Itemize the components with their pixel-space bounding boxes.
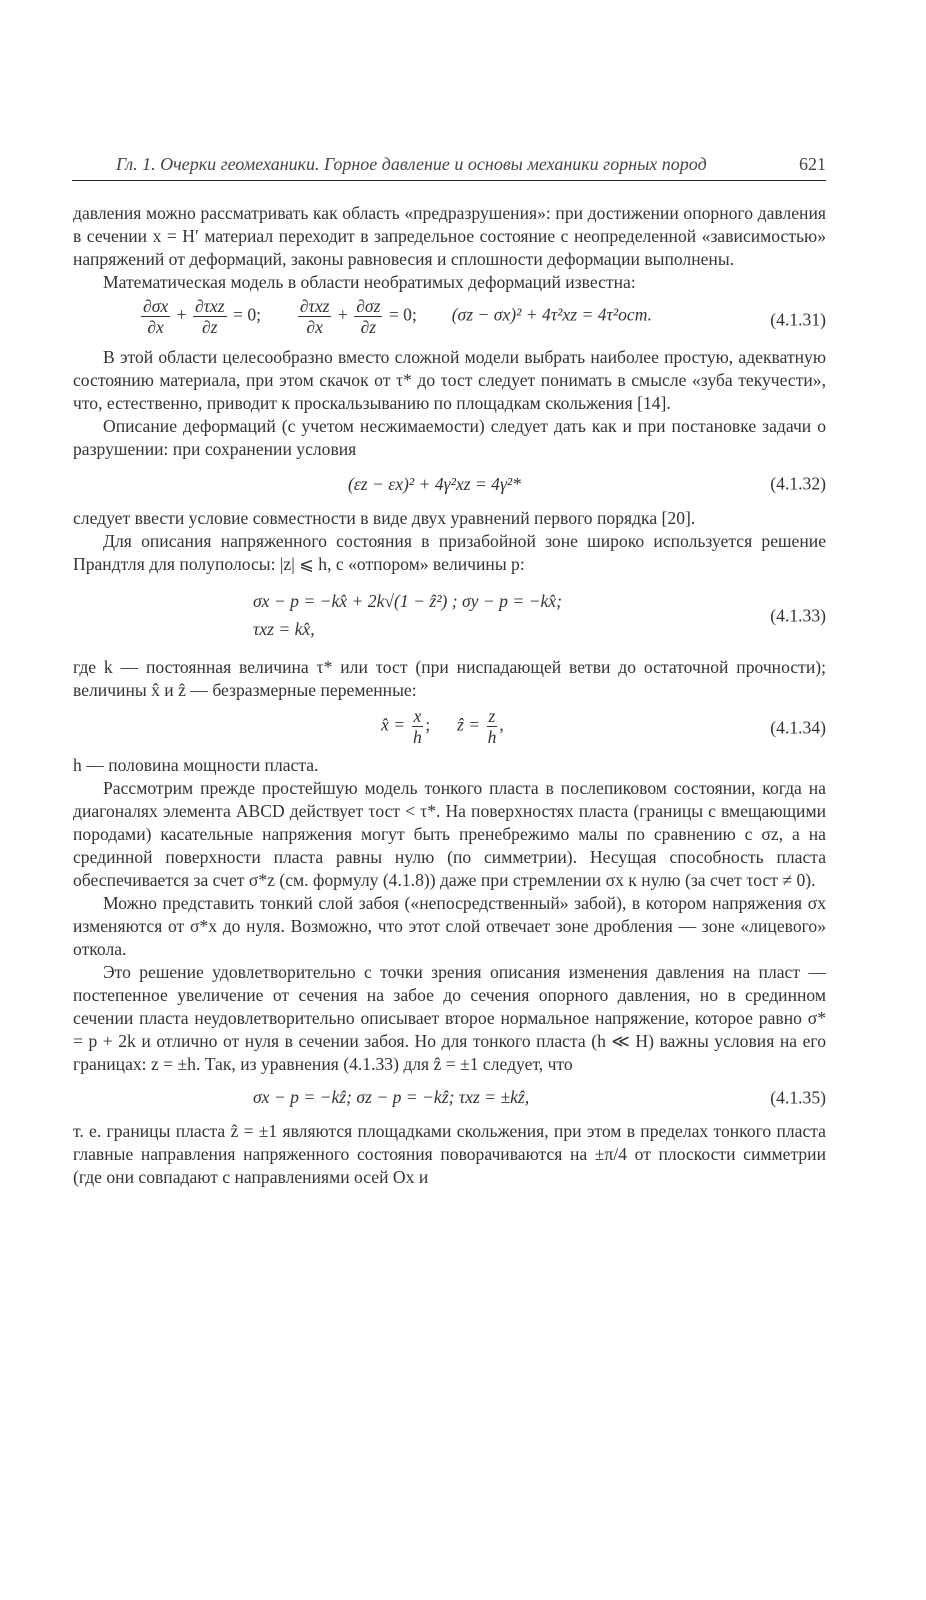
eq31-plus1: + [176, 304, 187, 325]
eq31-frac2-den: ∂z [201, 317, 218, 337]
chapter-title: Гл. 1. Очерки геомеханики. Горное давление и основы механики горных пород [116, 154, 707, 174]
eq31-frac3-num: ∂τxz [299, 296, 330, 316]
eq31-frac1-num: ∂σx [143, 296, 169, 316]
eq31-frac1-den: ∂x [147, 317, 164, 337]
eq34-frac1-num: x [413, 706, 422, 726]
paragraph-11: Это решение удовлетворительно с точки зрения описания изменения давления на пласт — постепенное увеличение от сечения на забое до сечения опорного давления, но в срединном сечении пласта неудовлетворительно описывает второе нормальное напряжение, которое равно σ* = p + 2k и отлично от нуля в сечении забоя. Но для тонкого пласта (h ≪ H) важны условия на его границах: z = ±h. Так, из уравнения (4.1.33) для ẑ = ±1 следует, что [73, 962, 826, 1074]
paragraph-7: где k — постоянная величина τ* или τост (при ниспадающей ветви до остаточной прочности); величины x̂ и ẑ — безразмерные переменные: [73, 657, 826, 700]
page-body [73, 202, 826, 1189]
eq34-end: , [499, 714, 504, 735]
equation-4-1-31 [73, 294, 826, 346]
eq31-frac2-num: ∂τxz [194, 296, 225, 316]
eq31-frac4-den: ∂z [360, 317, 377, 337]
eq32-number: (4.1.32) [770, 473, 826, 494]
eq33-number: (4.1.33) [770, 605, 826, 626]
paragraph-3: В этой области целесообразно вместо сложной модели выбрать наиболее простую, адекватную состоянию материала, при этом скачок от τ* до τост следует понимать в смысле «зуба текучести», что, естественно, приводит к проскальзыванию по площадкам скольжения [14]. [73, 347, 826, 413]
eq34-frac2-den: h [487, 727, 497, 747]
paragraph-10: Можно представить тонкий слой забоя («непосредственный» забой), в котором напряжения σx изменяются от σ*x до нуля. Возможно, что этот слой отвечает зоне дробления — зоне «лицевого» откола. [73, 893, 826, 959]
eq34-lhs1: x̂ = [381, 714, 406, 735]
eq34-number: (4.1.34) [770, 717, 826, 738]
paragraph-5: следует ввести условие совместности в виде двух уравнений первого порядка [20]. [73, 508, 696, 528]
equation-4-1-34 [73, 702, 826, 754]
eq31-rest2: = 0; [388, 304, 417, 325]
eq35-expression: σx − p = −kẑ; σz − p = −kẑ; τxz = ±kẑ, [253, 1087, 530, 1107]
eq31-frac3-den: ∂x [306, 317, 323, 337]
equation-4-1-32 [73, 461, 826, 507]
eq31-plus2: + [337, 304, 348, 325]
paragraph-6: Для описания напряженного состояния в призабойной зоне широко используется решение Прандтля для полуполосы: |z| ⩽ h, с «отпором» величины p: [73, 531, 826, 574]
eq31-rest1: = 0; [233, 304, 262, 325]
eq33-line1: σx − p = −kx̂ + 2k√(1 − ẑ²) ; σy − p = −kx̂; [253, 591, 562, 611]
eq31-number: (4.1.31) [770, 309, 826, 330]
eq33-line2: τxz = kx̂, [253, 619, 315, 639]
paragraph-9: Рассмотрим прежде простейшую модель тонкого пласта в послепиковом состоянии, когда на диагоналях элемента ABCD действует τост < τ*. На поверхностях пласта (границы с вмещающими породами) касательные напряжения могут быть пренебрежимо малы по сравнению с σz, а на срединной поверхности пласта равны нулю (по симметрии). Несущая способность пласта обеспечивается за счет σ*z (см. формулу (4.1.8)) даже при стремлении σx к нулю (за счет τост ≠ 0). [73, 778, 826, 890]
paragraph-12: т. е. границы пласта ẑ = ±1 являются площадками скольжения, при этом в пределах тонкого пласта главные направления напряженного состояния поворачиваются на ±π/4 от плоскости симметрии (где они совпадают с направлениями осей Ox и [73, 1121, 826, 1187]
running-header [72, 154, 826, 181]
eq34-frac1-den: h [413, 727, 422, 747]
paragraph-4: Описание деформаций (с учетом несжимаемости) следует дать как и при постановке задачи о разрушении: при сохранении условия [73, 416, 826, 459]
paragraph-1: давления можно рассматривать как область «предразрушения»: при достижении опорного давления в сечении x = H′ материал переходит в запредельное состояние с неопределенной «зависимостью» напряжений от деформаций, законы равновесия и сплошности деформации выполнены. [73, 203, 826, 269]
eq31-frac4-num: ∂σz [356, 296, 381, 316]
paragraph-2: Математическая модель в области необратимых деформаций известна: [103, 272, 636, 292]
eq34-lhs2: ẑ = [457, 714, 481, 735]
paragraph-8: h — половина мощности пласта. [73, 755, 319, 775]
equation-4-1-33 [73, 576, 826, 656]
eq31-rest3: (σz − σx)² + 4τ²xz = 4τ²ост. [451, 304, 653, 325]
eq34-frac2-num: z [488, 706, 496, 726]
page-number: 621 [799, 154, 826, 174]
eq32-expression: (εz − εx)² + 4γ²xz = 4γ²* [348, 474, 521, 494]
equation-4-1-35 [73, 1076, 826, 1120]
eq35-number: (4.1.35) [770, 1087, 826, 1108]
eq34-sep: ; [425, 714, 431, 735]
